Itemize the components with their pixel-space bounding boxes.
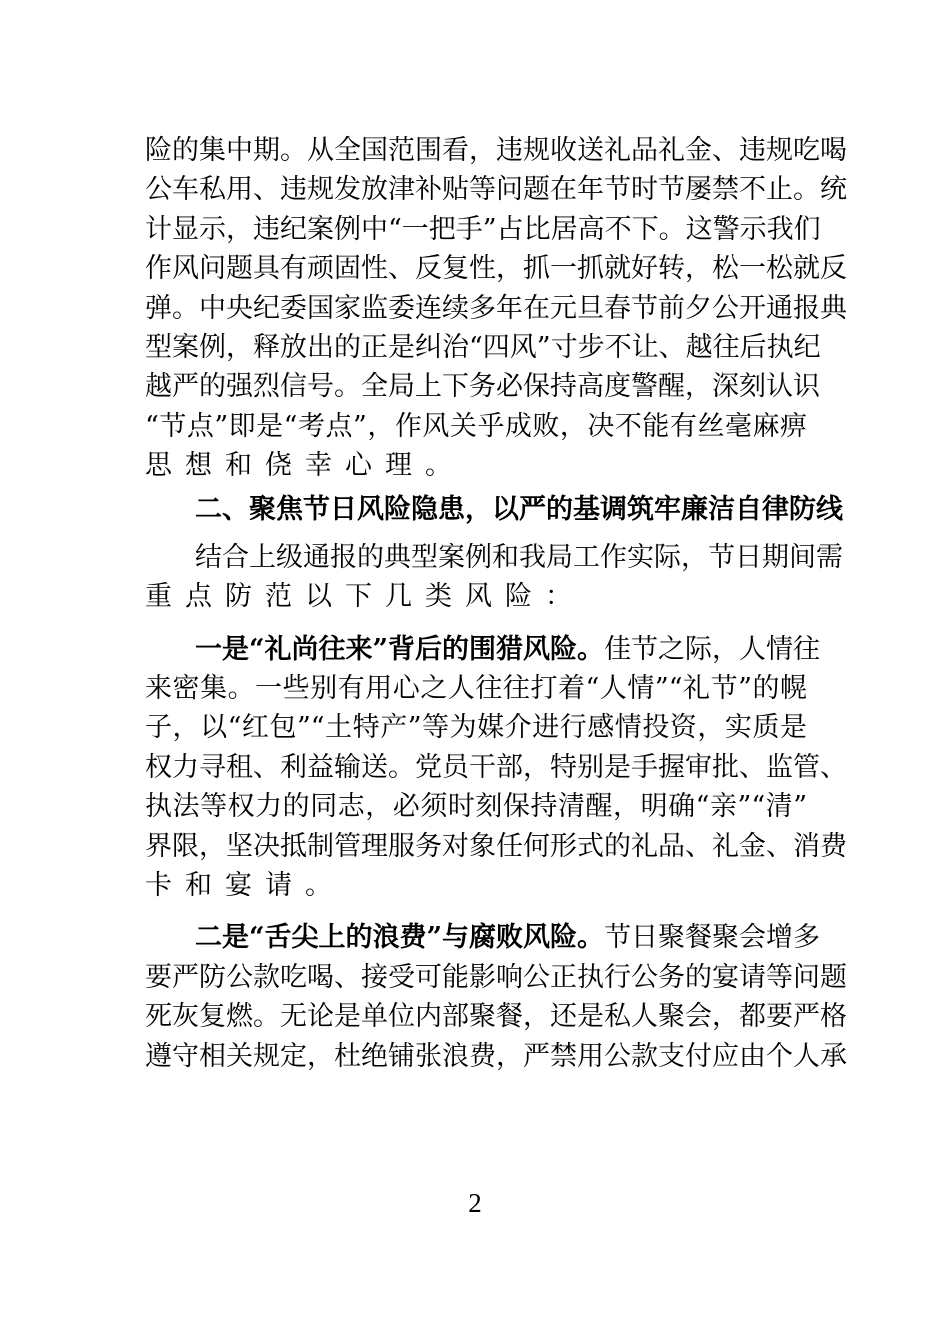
text-line: 越严的强烈信号。全局上下务必保持高度警醒，深刻认识 <box>145 371 820 403</box>
section-heading <box>145 490 843 529</box>
text-line: 遵守相关规定，杜绝铺张浪费，严禁用公款支付应由个人承 <box>145 1040 847 1072</box>
text-line: 公车私用、违规发放津补贴等问题在年节时节屡禁不止。统 <box>145 174 847 206</box>
text-span: 佳节之际，人情往 <box>604 633 821 665</box>
text-line: 结合上级通报的典型案例和我局工作实际，节日期间需 <box>195 541 843 573</box>
document-body <box>145 131 847 1076</box>
bold-lead-text: 二是“舌尖上的浪费”与腐败风险。 <box>195 922 605 954</box>
text-line: 死灰复燃。无论是单位内部聚餐，还是私人聚会，都要严格 <box>145 1001 847 1033</box>
paragraph-risk-one <box>145 630 847 906</box>
text-line: 子，以“红包”“土特产”等为媒介进行感情投资，实质是 <box>145 712 807 744</box>
page-number: 2 <box>468 1188 482 1218</box>
text-line <box>145 918 821 957</box>
text-line: 执法等权力的同志，必须时刻保持清醒，明确“亲”“清” <box>145 791 807 823</box>
text-line: 要严防公款吃喝、接受可能影响公正执行公务的宴请等问题 <box>145 961 847 993</box>
text-line: 卡和宴请。 <box>145 870 345 902</box>
text-line: 作风问题具有顽固性、反复性，抓一抓就好转，松一松就反 <box>145 253 847 285</box>
text-line: 权力寻租、利益输送。党员干部，特别是手握审批、监管、 <box>145 751 847 783</box>
paragraph-intro <box>145 538 843 617</box>
text-line <box>145 630 821 669</box>
text-line: 计显示，违纪案例中“一把手”占比居高不下。这警示我们 <box>145 213 821 245</box>
text-line: 型案例，释放出的正是纠治“四风”寸步不让、越往后执纪 <box>145 331 821 363</box>
text-span: 节日聚餐聚会增多 <box>604 922 821 954</box>
section-heading-text: 二、聚焦节日风险隐患，以严的基调筑牢廉洁自律防线 <box>195 493 843 525</box>
text-line: “节点”即是“考点”，作风关乎成败，决不能有丝毫麻痹 <box>145 410 807 442</box>
bold-lead-text: 一是“礼尚往来”背后的围猎风险。 <box>195 633 605 665</box>
text-line: 界限，坚决抵制管理服务对象任何形式的礼品、礼金、消费 <box>145 830 847 862</box>
paragraph-warning-context <box>145 131 847 486</box>
text-line: 思想和侥幸心理。 <box>145 450 465 482</box>
text-line: 来密集。一些别有用心之人往往打着“人情”“礼节”的幌 <box>145 673 807 705</box>
paragraph-risk-two <box>145 918 847 1076</box>
text-line: 险的集中期。从全国范围看，违规收送礼品礼金、违规吃喝 <box>145 135 847 166</box>
text-line: 弹。中央纪委国家监委连续多年在元旦春节前夕公开通报典 <box>145 292 847 324</box>
text-line: 重点防范以下几类风险： <box>145 581 585 613</box>
